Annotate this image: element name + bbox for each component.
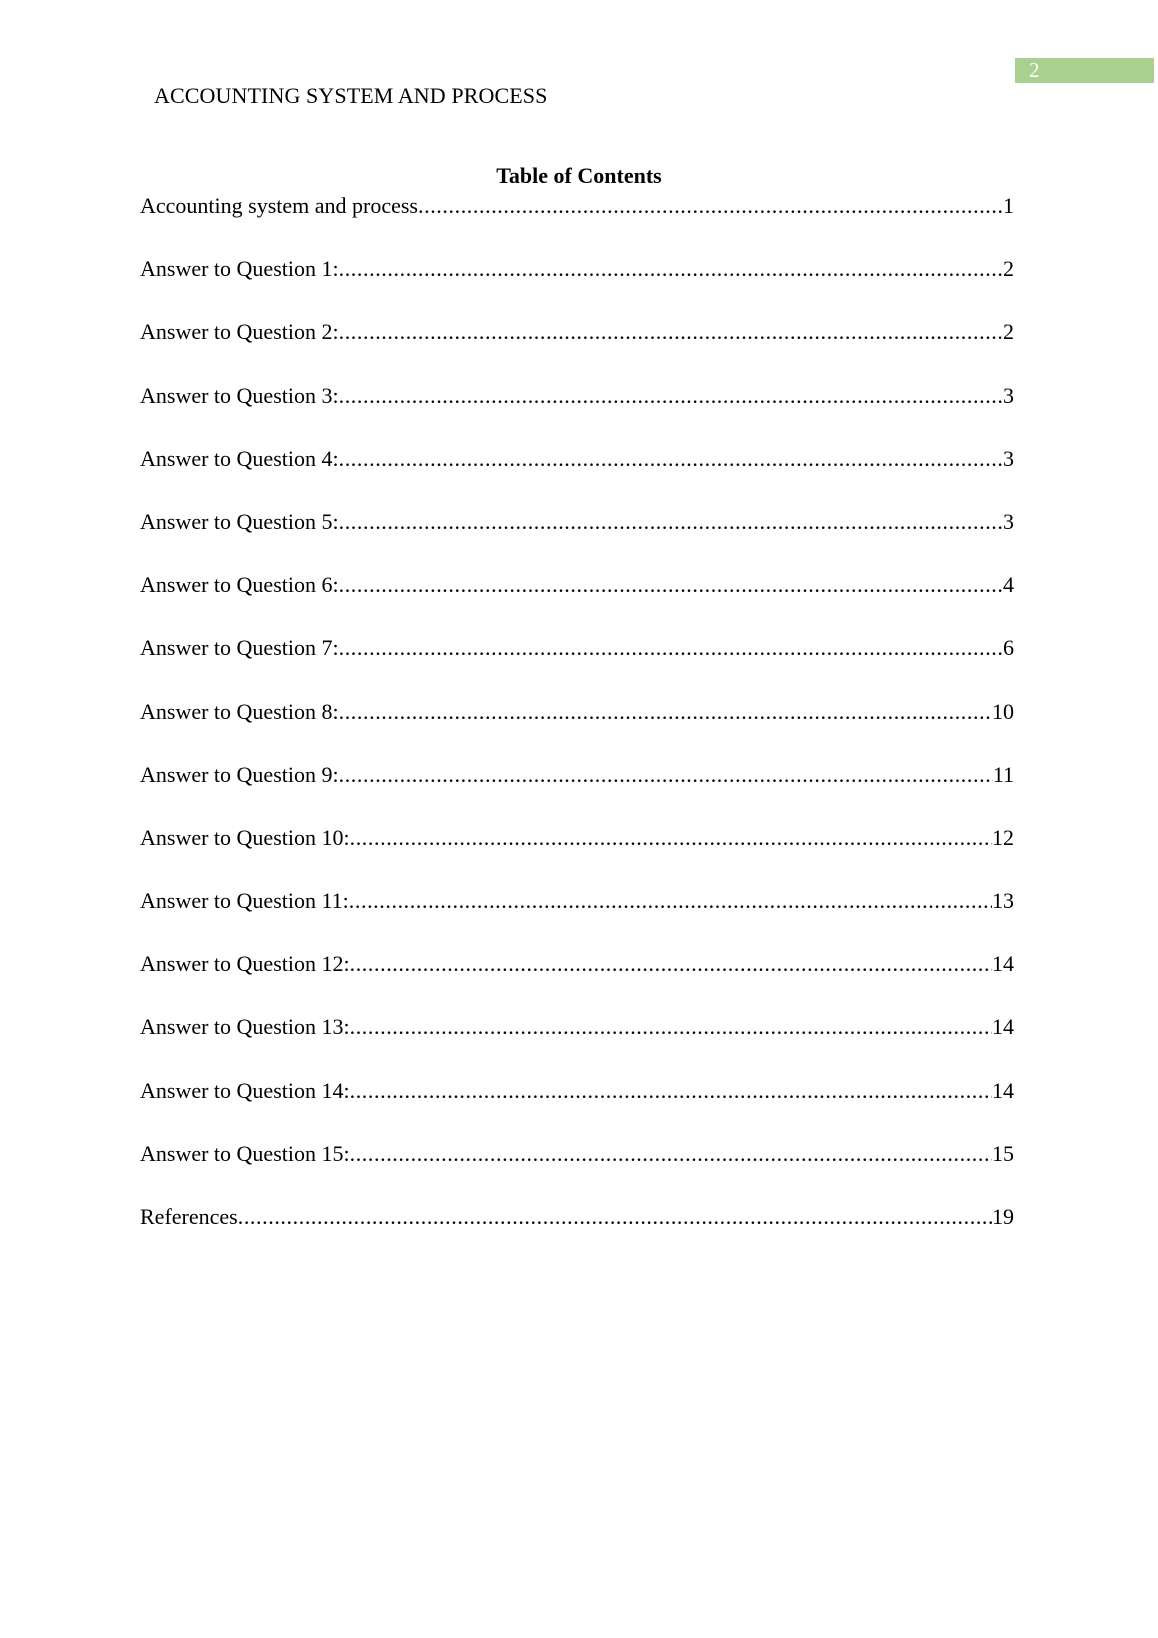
toc-entry-label: Answer to Question 6: [140, 572, 339, 598]
toc-dot-leader [339, 381, 1003, 411]
toc-entry-page: 11 [992, 761, 1014, 787]
toc-entry-label: Answer to Question 8: [140, 698, 339, 724]
page-number-badge: 2 [1015, 58, 1154, 83]
toc-entry-label: Answer to Question 1: [140, 256, 339, 282]
toc-dot-leader [339, 254, 1003, 284]
toc-entry[interactable] [140, 760, 1014, 823]
toc-dot-leader [418, 191, 1003, 221]
toc-entry-page: 2 [1003, 319, 1014, 345]
toc-dot-leader [339, 570, 1003, 600]
toc-entry-page: 14 [992, 1077, 1014, 1103]
toc-entry[interactable] [140, 823, 1014, 886]
toc-entry-page: 10 [992, 698, 1014, 724]
toc-dot-leader [339, 760, 993, 790]
toc-entry[interactable] [140, 697, 1014, 760]
toc-dot-leader [339, 697, 992, 727]
toc-dot-leader [349, 886, 992, 916]
toc-entry-page: 2 [1003, 256, 1014, 282]
toc-dot-leader [339, 507, 1003, 537]
toc-dot-leader [350, 1076, 992, 1106]
toc-entry[interactable] [140, 1139, 1014, 1202]
toc-entry[interactable] [140, 886, 1014, 949]
toc-entry-label: Answer to Question 2: [140, 319, 339, 345]
toc-entry-page: 14 [992, 951, 1014, 977]
toc-dot-leader [339, 317, 1003, 347]
toc-entry[interactable] [140, 570, 1014, 633]
toc-entry-label: References [140, 1204, 238, 1229]
toc-entry-label: Answer to Question 12: [140, 951, 350, 977]
toc-title: Table of Contents [496, 163, 662, 188]
toc-dot-leader [238, 1202, 992, 1232]
toc-entry-page: 6 [1003, 635, 1014, 661]
toc-entry[interactable] [140, 949, 1014, 1012]
toc-entry-page: 1 [1003, 193, 1014, 218]
toc-dot-leader [350, 1139, 992, 1169]
toc-dot-leader [350, 823, 992, 853]
toc-entry-label: Answer to Question 3: [140, 382, 339, 408]
toc-entry-page: 3 [1003, 508, 1014, 534]
toc-entry[interactable] [140, 507, 1014, 570]
toc-entry-page: 14 [992, 1014, 1014, 1040]
toc-entry-label: Answer to Question 9: [140, 761, 339, 787]
toc-entry-page: 13 [992, 888, 1014, 914]
toc-entry-page: 15 [992, 1140, 1014, 1166]
toc-entry-page: 19 [992, 1204, 1014, 1229]
toc-entry[interactable] [140, 633, 1014, 696]
toc-entry-page: 3 [1003, 382, 1014, 408]
toc-entry[interactable] [140, 254, 1014, 317]
toc-dot-leader [350, 949, 992, 979]
toc-entry[interactable] [140, 381, 1014, 444]
toc-entry-label: Answer to Question 15: [140, 1140, 350, 1166]
toc-entry[interactable] [140, 317, 1014, 380]
toc-entry-label: Answer to Question 14: [140, 1077, 350, 1103]
toc-entry[interactable] [140, 191, 1014, 254]
table-of-contents [140, 191, 1014, 1265]
running-header-title: ACCOUNTING SYSTEM AND PROCESS [154, 83, 548, 108]
toc-entry-label: Answer to Question 10: [140, 824, 350, 850]
toc-entry-label: Answer to Question 4: [140, 445, 339, 471]
toc-entry-label: Answer to Question 13: [140, 1014, 350, 1040]
toc-entry[interactable] [140, 444, 1014, 507]
toc-entry-page: 4 [1003, 572, 1014, 598]
toc-dot-leader [339, 444, 1003, 474]
toc-dot-leader [339, 633, 1003, 663]
toc-entry-page: 12 [992, 824, 1014, 850]
toc-entry[interactable] [140, 1012, 1014, 1075]
toc-entry[interactable] [140, 1202, 1014, 1265]
toc-entry-label: Answer to Question 7: [140, 635, 339, 661]
toc-entry-page: 3 [1003, 445, 1014, 471]
toc-entry-label: Answer to Question 5: [140, 508, 339, 534]
toc-entry-label: Answer to Question 11: [140, 888, 349, 914]
toc-dot-leader [350, 1012, 992, 1042]
toc-entry-label: Accounting system and process [140, 193, 418, 218]
toc-entry[interactable] [140, 1076, 1014, 1139]
